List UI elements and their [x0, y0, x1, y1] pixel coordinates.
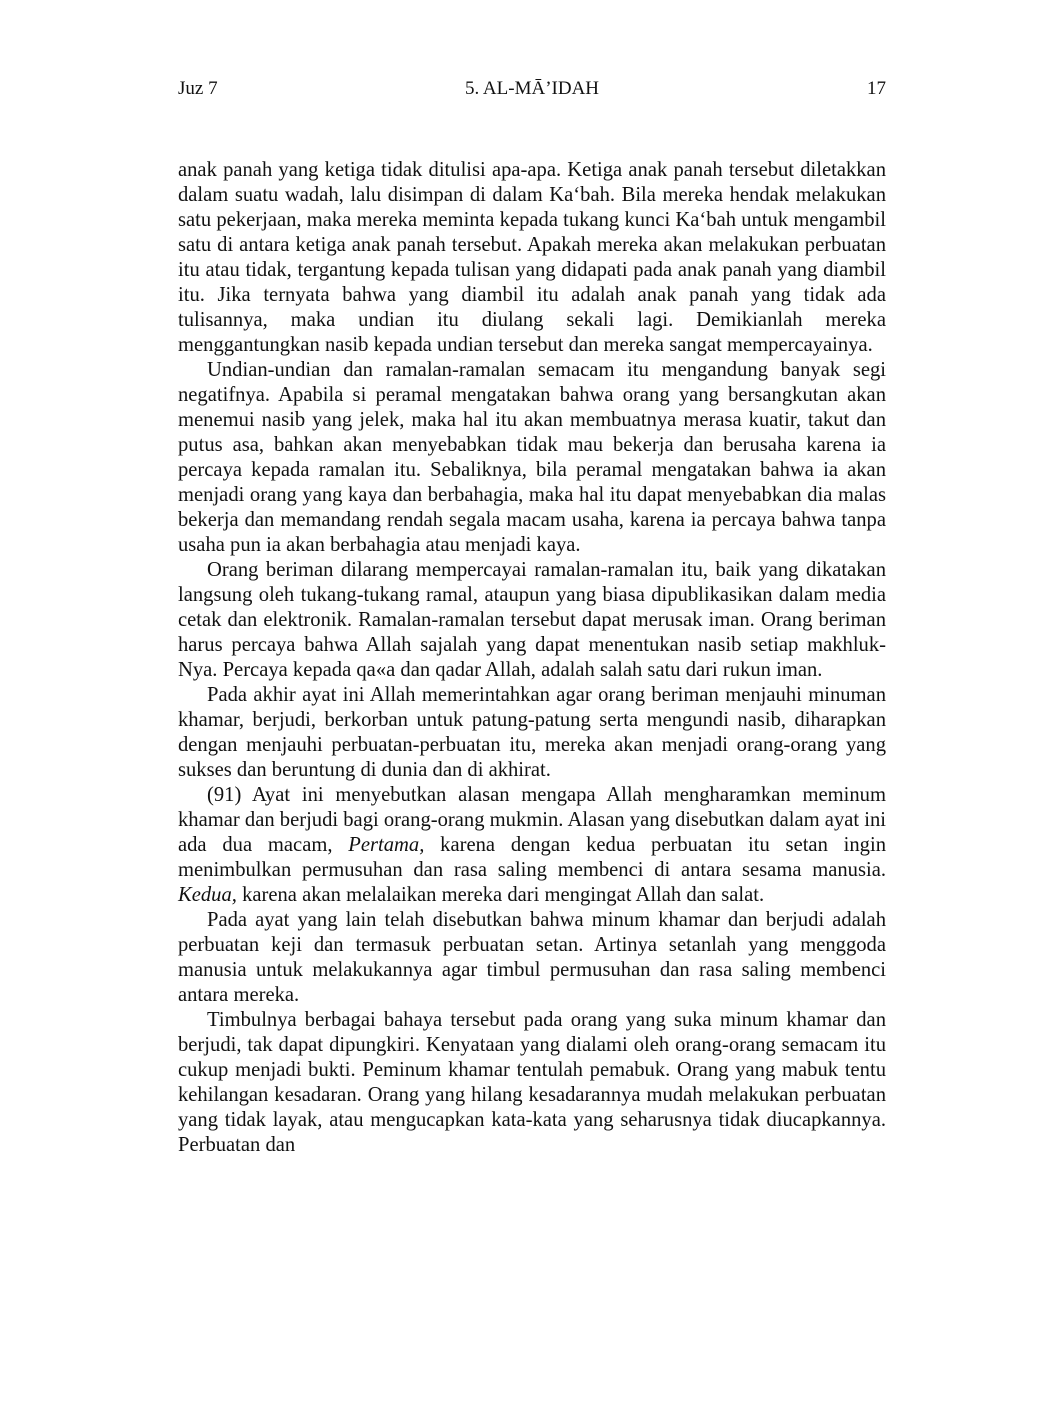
page-header: [178, 76, 886, 102]
verse-91-italic-first: Pertama,: [348, 834, 425, 856]
paragraph-dangers: Timbulnya berbagai bahaya tersebut pada orang yang suka minum khamar dan berjudi, tak dapat dipungkiri. Kenyataan yang dialami oleh orang-orang semacam itu cukup menjadi bukti. Peminum khamar tentulah pemabuk. Orang yang mabuk tentu kehilangan kesadaran. Orang yang hilang kesadarannya mudah melakukan perbuatan yang tidak layak, atau mengucapkan kata-kata yang seharusnya tidak diucapkannya. Perbuatan dan: [178, 1009, 886, 1156]
verse-91-text-1: (91) Ayat ini menyebutkan alasan mengapa Allah mengharamkan meminum khamar dan berjudi bagi orang-orang mukmin. Alasan yang disebutkan dalam ayat ini ada dua macam,: [178, 784, 887, 856]
surah-title: 5. AL-MĀ’IDAH: [464, 78, 600, 99]
paragraph-verse-91: [178, 783, 886, 908]
page-number: 17: [867, 78, 886, 99]
body-text: [178, 158, 886, 1158]
paragraph-forbidden-fortune-telling: Orang beriman dilarang mempercayai ramalan-ramalan itu, baik yang dikatakan langsung oleh tukang-tukang ramal, ataupun yang biasa dipublikasikan dalam media cetak dan elektronik. Ramalan-ramalan tersebut dapat merusak iman. Orang beriman harus percaya bahwa Allah sajalah yang dapat menentukan nasib setiap makhluk-Nya. Percaya kepada qa«a dan qadar Allah, adalah salah satu dari rukun iman.: [178, 559, 886, 681]
verse-91-text-3: karena akan melalaikan mereka dari mengingat Allah dan salat.: [236, 884, 765, 906]
paragraph-end-of-verse-command: Pada akhir ayat ini Allah memerintahkan agar orang beriman menjauhi minuman khamar, berjudi, berkorban untuk patung-patung serta mengundi nasib, diharapkan dengan menjauhi perbuatan-perbuatan itu, mereka akan menjadi orang-orang yang sukses dan beruntung di dunia dan di akhirat.: [178, 684, 886, 781]
verse-91-italic-second: Kedua,: [178, 884, 237, 906]
paragraph-divination-negatives: Undian-undian dan ramalan-ramalan semacam itu mengandung banyak segi negatifnya. Apabila si peramal mengatakan bahwa orang yang bersangkutan akan menemui nasib yang jelek, maka hal itu akan membuatnya merasa kuatir, takut dan putus asa, bahkan akan menyebabkan tidak mau bekerja dan berusaha karena ia percaya kepada ramalan itu. Sebaliknya, bila peramal mengatakan bahwa ia akan menjadi orang yang kaya dan berbahagia, maka hal itu dapat menyebabkan dia malas bekerja dan memandang rendah segala macam usaha, karena ia percaya bahwa tanpa usaha pun ia akan berbahagia atau menjadi kaya.: [178, 359, 886, 556]
juz-label: Juz 7: [178, 78, 218, 99]
verse-91-text-2: karena dengan kedua perbuatan itu setan ingin menimbulkan permusuhan dan rasa saling membenci di antara sesama manusia.: [178, 834, 886, 881]
paragraph-other-verse: Pada ayat yang lain telah disebutkan bahwa minum khamar dan berjudi adalah perbuatan keji dan termasuk perbuatan setan. Artinya setanlah yang menggoda manusia untuk melakukannya agar timbul permusuhan dan rasa saling membenci antara mereka.: [178, 909, 886, 1006]
paragraph-continuation: anak panah yang ketiga tidak ditulisi apa-apa. Ketiga anak panah tersebut diletakkan dalam suatu wadah, lalu disimpan di dalam Ka‘bah. Bila mereka hendak melakukan satu pekerjaan, maka mereka meminta kepada tukang kunci Ka‘bah untuk mengambil satu di antara ketiga anak panah tersebut. Apakah mereka akan melakukan perbuatan itu atau tidak, tergantung kepada tulisan yang didapati pada anak panah yang diambil itu. Jika ternyata bahwa yang diambil itu adalah anak panah yang tidak ada tulisannya, maka undian itu diulang sekali lagi. Demikianlah mereka menggantungkan nasib kepada undian tersebut dan mereka sangat mempercayainya.: [178, 159, 886, 356]
